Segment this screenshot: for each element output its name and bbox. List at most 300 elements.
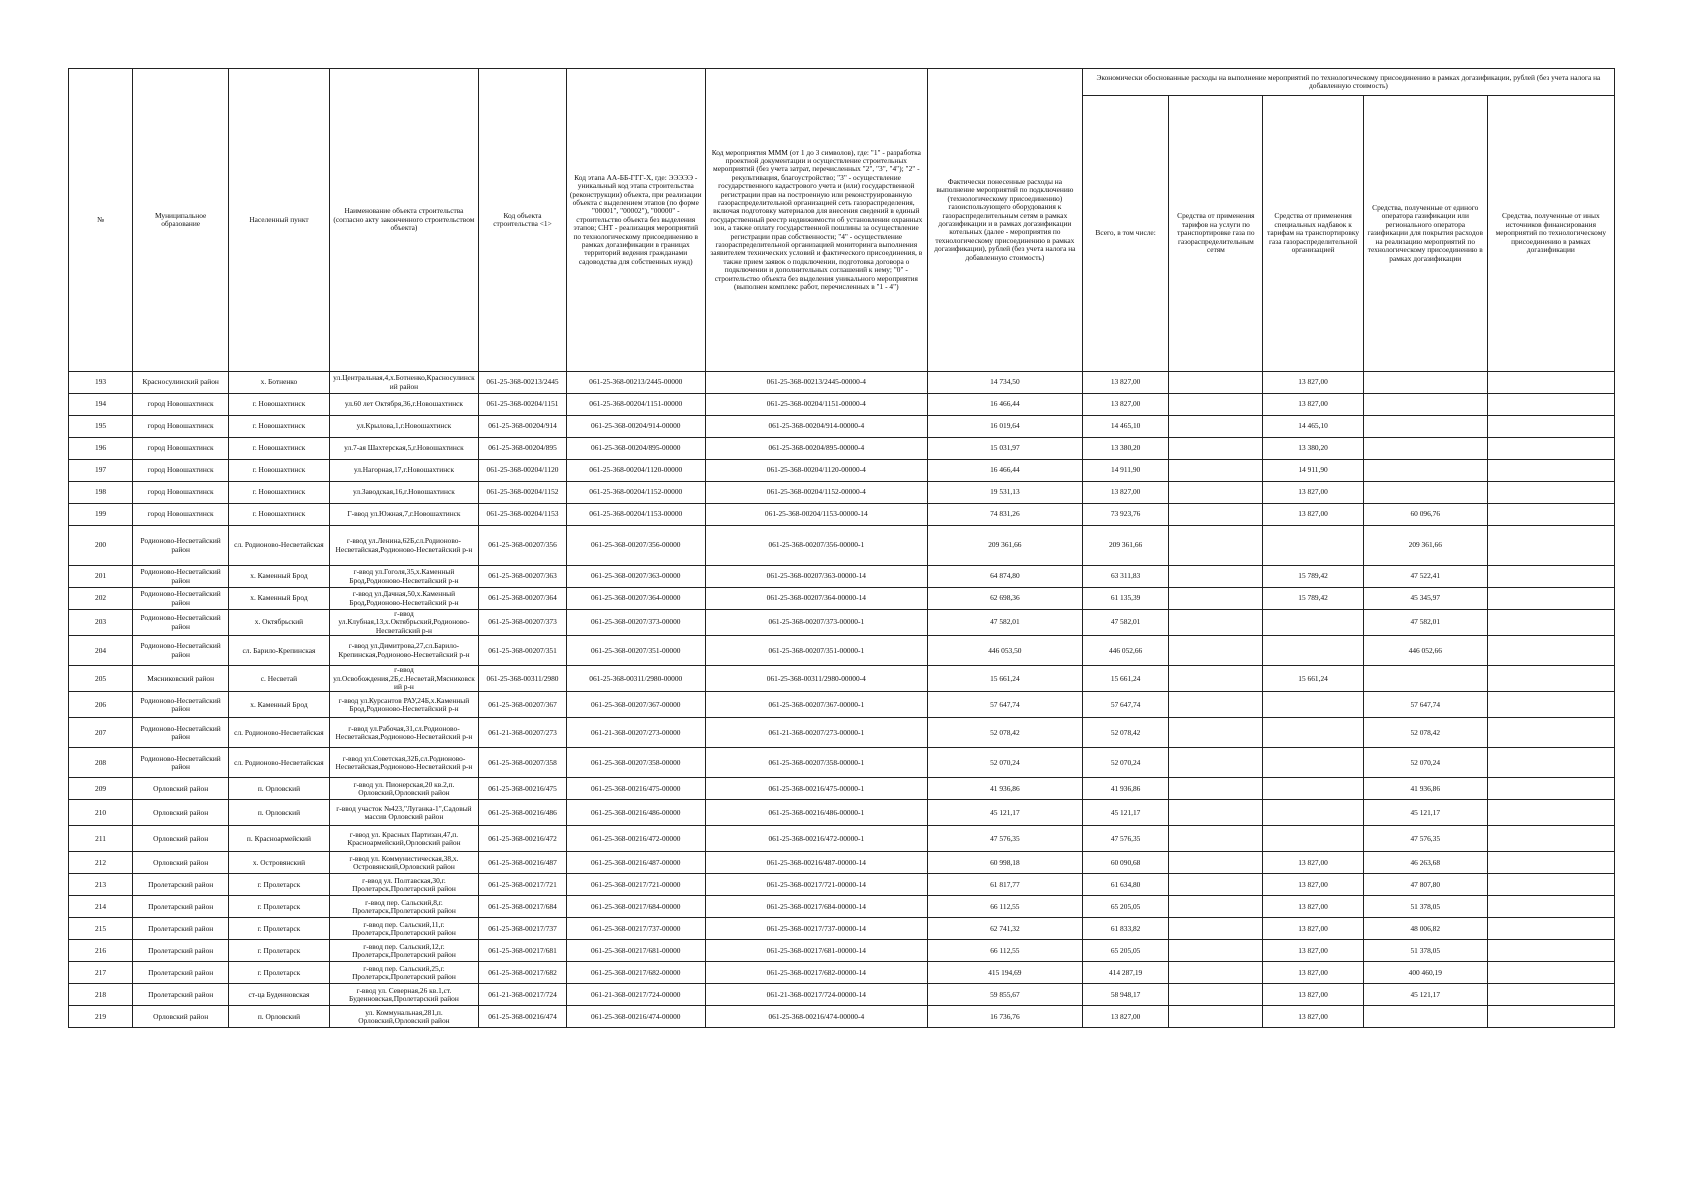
object-code-cell: 061-25-368-00204/895: [479, 438, 567, 460]
event-code-cell: 061-25-368-00207/351-00000-1: [705, 636, 927, 666]
object-name-cell: г-ввод ул.Освобождения,2Б,с.Несветай,Мясниковский р-н: [329, 666, 479, 692]
other-sources-cell: [1487, 526, 1614, 566]
settlement-cell: г. Пролетарск: [229, 918, 329, 940]
tariff-transport-cell: [1169, 394, 1263, 416]
stage-code-cell: 061-25-368-00204/1120-00000: [566, 460, 705, 482]
municipality-cell: Родионово-Несветайский район: [133, 692, 229, 718]
table-row: [69, 918, 1615, 940]
stage-code-cell: 061-25-368-00217/737-00000: [566, 918, 705, 940]
object-code-cell: 061-25-368-00216/486: [479, 800, 567, 826]
event-code-cell: 061-25-368-00311/2980-00000-4: [705, 666, 927, 692]
col-header-municipality: Муниципальное образование: [133, 69, 229, 372]
row-number-cell: 194: [69, 394, 133, 416]
single-operator-cell: [1363, 482, 1487, 504]
event-code-cell: 061-25-368-00217/682-00000-14: [705, 962, 927, 984]
row-number-cell: 217: [69, 962, 133, 984]
row-number-cell: 210: [69, 800, 133, 826]
object-code-cell: 061-21-368-00217/724: [479, 984, 567, 1006]
stage-code-cell: 061-25-368-00216/487-00000: [566, 852, 705, 874]
tariff-transport-cell: [1169, 984, 1263, 1006]
actual-costs-cell: 60 998,18: [927, 852, 1082, 874]
settlement-cell: г. Новошахтинск: [229, 504, 329, 526]
actual-costs-cell: 14 734,50: [927, 372, 1082, 394]
other-sources-cell: [1487, 610, 1614, 636]
municipality-cell: город Новошахтинск: [133, 438, 229, 460]
col-header-other-sources: Средства, полученные от иных источников финансирования мероприятий по технологическому присоединению в рамках догазификации: [1487, 96, 1614, 372]
object-name-cell: г-ввод ул.Курсантов РАУ,24Б,х.Каменный Брод,Родионово-Несветайский р-н: [329, 692, 479, 718]
single-operator-cell: 52 078,42: [1363, 718, 1487, 748]
single-operator-cell: [1363, 1006, 1487, 1028]
actual-costs-cell: 415 194,69: [927, 962, 1082, 984]
single-operator-cell: 51 378,05: [1363, 940, 1487, 962]
settlement-cell: х. Каменный Брод: [229, 566, 329, 588]
actual-costs-cell: 66 112,55: [927, 896, 1082, 918]
stage-code-cell: 061-25-368-00217/684-00000: [566, 896, 705, 918]
table-row: [69, 718, 1615, 748]
stage-code-cell: 061-25-368-00207/363-00000: [566, 566, 705, 588]
event-code-cell: 061-25-368-00204/1152-00000-4: [705, 482, 927, 504]
table-row: [69, 372, 1615, 394]
other-sources-cell: [1487, 460, 1614, 482]
event-code-cell: 061-25-368-00207/373-00000-1: [705, 610, 927, 636]
special-markups-cell: 13 827,00: [1263, 482, 1363, 504]
total-cell: 47 576,35: [1082, 826, 1169, 852]
total-cell: 45 121,17: [1082, 800, 1169, 826]
table-row: [69, 826, 1615, 852]
other-sources-cell: [1487, 372, 1614, 394]
total-cell: 414 287,19: [1082, 962, 1169, 984]
stage-code-cell: 061-21-368-00207/273-00000: [566, 718, 705, 748]
object-code-cell: 061-25-368-00216/475: [479, 778, 567, 800]
special-markups-cell: 14 911,90: [1263, 460, 1363, 482]
municipality-cell: Орловский район: [133, 1006, 229, 1028]
row-number-cell: 196: [69, 438, 133, 460]
municipality-cell: Родионово-Несветайский район: [133, 718, 229, 748]
event-code-cell: 061-25-368-00216/486-00000-1: [705, 800, 927, 826]
special-markups-cell: 15 789,42: [1263, 566, 1363, 588]
total-cell: 13 827,00: [1082, 394, 1169, 416]
total-cell: 209 361,66: [1082, 526, 1169, 566]
settlement-cell: г. Новошахтинск: [229, 482, 329, 504]
single-operator-cell: 57 647,74: [1363, 692, 1487, 718]
row-number-cell: 195: [69, 416, 133, 438]
event-code-cell: 061-25-368-00216/475-00000-1: [705, 778, 927, 800]
row-number-cell: 213: [69, 874, 133, 896]
single-operator-cell: 45 121,17: [1363, 800, 1487, 826]
settlement-cell: сл. Барило-Крепинская: [229, 636, 329, 666]
single-operator-cell: 446 052,66: [1363, 636, 1487, 666]
stage-code-cell: 061-25-368-00207/356-00000: [566, 526, 705, 566]
object-name-cell: г-ввод ул.Советская,32Б,сл.Родионово-Несветайская,Родионово-Несветайский р-н: [329, 748, 479, 778]
municipality-cell: Пролетарский район: [133, 874, 229, 896]
object-name-cell: г-ввод ул.Димитрова,27,сл.Барило-Крепинская,Родионово-Несветайский р-н: [329, 636, 479, 666]
actual-costs-cell: 52 078,42: [927, 718, 1082, 748]
special-markups-cell: 13 827,00: [1263, 504, 1363, 526]
col-header-tariff-transport: Средства от применения тарифов на услуги по транспортировке газа по газораспределительным сетям: [1169, 96, 1263, 372]
municipality-cell: Орловский район: [133, 778, 229, 800]
other-sources-cell: [1487, 692, 1614, 718]
special-markups-cell: [1263, 636, 1363, 666]
row-number-cell: 207: [69, 718, 133, 748]
object-name-cell: Г-ввод ул.Южная,7,г.Новошахтинск: [329, 504, 479, 526]
table-row: [69, 566, 1615, 588]
single-operator-cell: 400 460,19: [1363, 962, 1487, 984]
total-cell: 47 582,01: [1082, 610, 1169, 636]
event-code-cell: 061-25-368-00216/474-00000-4: [705, 1006, 927, 1028]
tariff-transport-cell: [1169, 748, 1263, 778]
actual-costs-cell: 16 019,64: [927, 416, 1082, 438]
settlement-cell: х. Октябрьский: [229, 610, 329, 636]
actual-costs-cell: 15 661,24: [927, 666, 1082, 692]
actual-costs-cell: 16 466,44: [927, 460, 1082, 482]
municipality-cell: Родионово-Несветайский район: [133, 748, 229, 778]
col-header-settlement: Населенный пункт: [229, 69, 329, 372]
event-code-cell: 061-25-368-00204/1153-00000-14: [705, 504, 927, 526]
single-operator-cell: [1363, 394, 1487, 416]
event-code-cell: 061-25-368-00217/721-00000-14: [705, 874, 927, 896]
municipality-cell: город Новошахтинск: [133, 460, 229, 482]
row-number-cell: 205: [69, 666, 133, 692]
object-name-cell: г-ввод пер. Сальский,12,г. Пролетарск,Пролетарский район: [329, 940, 479, 962]
stage-code-cell: 061-21-368-00217/724-00000: [566, 984, 705, 1006]
table-row: [69, 438, 1615, 460]
object-name-cell: ул.7-ая Шахтерская,5,г.Новошахтинск: [329, 438, 479, 460]
actual-costs-cell: 61 817,77: [927, 874, 1082, 896]
row-number-cell: 197: [69, 460, 133, 482]
total-cell: 61 634,80: [1082, 874, 1169, 896]
municipality-cell: Родионово-Несветайский район: [133, 526, 229, 566]
row-number-cell: 202: [69, 588, 133, 610]
table-row: [69, 962, 1615, 984]
stage-code-cell: 061-25-368-00311/2980-00000: [566, 666, 705, 692]
municipality-cell: Пролетарский район: [133, 940, 229, 962]
municipality-cell: Орловский район: [133, 852, 229, 874]
special-markups-cell: [1263, 610, 1363, 636]
object-name-cell: ул.Центральная,4,х.Ботненко,Красносулинский район: [329, 372, 479, 394]
object-code-cell: 061-25-368-00204/1152: [479, 482, 567, 504]
event-code-cell: 061-25-368-00204/895-00000-4: [705, 438, 927, 460]
total-cell: 446 052,66: [1082, 636, 1169, 666]
table-row: [69, 896, 1615, 918]
other-sources-cell: [1487, 438, 1614, 460]
table-row: [69, 588, 1615, 610]
table-row: [69, 984, 1615, 1006]
special-markups-cell: 13 827,00: [1263, 372, 1363, 394]
object-code-cell: 061-25-368-00213/2445: [479, 372, 567, 394]
other-sources-cell: [1487, 826, 1614, 852]
settlement-cell: х. Островянский: [229, 852, 329, 874]
tariff-transport-cell: [1169, 962, 1263, 984]
municipality-cell: Орловский район: [133, 800, 229, 826]
event-code-cell: 061-25-368-00213/2445-00000-4: [705, 372, 927, 394]
settlement-cell: г. Пролетарск: [229, 874, 329, 896]
stage-code-cell: 061-25-368-00204/895-00000: [566, 438, 705, 460]
special-markups-cell: [1263, 526, 1363, 566]
row-number-cell: 198: [69, 482, 133, 504]
tariff-transport-cell: [1169, 778, 1263, 800]
object-code-cell: 061-25-368-00217/682: [479, 962, 567, 984]
stage-code-cell: 061-25-368-00216/486-00000: [566, 800, 705, 826]
municipality-cell: Пролетарский район: [133, 984, 229, 1006]
total-cell: 61 833,82: [1082, 918, 1169, 940]
object-name-cell: г-ввод пер. Сальский,8,г. Пролетарск,Пролетарский район: [329, 896, 479, 918]
single-operator-cell: [1363, 416, 1487, 438]
total-cell: 60 090,68: [1082, 852, 1169, 874]
municipality-cell: Родионово-Несветайский район: [133, 610, 229, 636]
table-row: [69, 460, 1615, 482]
settlement-cell: г. Новошахтинск: [229, 438, 329, 460]
settlement-cell: г. Новошахтинск: [229, 460, 329, 482]
row-number-cell: 193: [69, 372, 133, 394]
special-markups-cell: 13 827,00: [1263, 984, 1363, 1006]
tariff-transport-cell: [1169, 372, 1263, 394]
col-header-total: Всего, в том числе:: [1082, 96, 1169, 372]
single-operator-cell: 47 807,80: [1363, 874, 1487, 896]
table-row: [69, 610, 1615, 636]
table-body: [69, 372, 1615, 1028]
total-cell: 57 647,74: [1082, 692, 1169, 718]
total-cell: 73 923,76: [1082, 504, 1169, 526]
tariff-transport-cell: [1169, 918, 1263, 940]
object-name-cell: г-ввод ул.Дачная,50,х.Каменный Брод,Родионово-Несветайский р-н: [329, 588, 479, 610]
object-name-cell: г-ввод ул. Пионерская,20 кв.2,п. Орловский,Орловский район: [329, 778, 479, 800]
settlement-cell: х. Ботненко: [229, 372, 329, 394]
object-code-cell: 061-25-368-00204/1120: [479, 460, 567, 482]
stage-code-cell: 061-25-368-00207/351-00000: [566, 636, 705, 666]
actual-costs-cell: 45 121,17: [927, 800, 1082, 826]
table-row: [69, 852, 1615, 874]
special-markups-cell: 13 827,00: [1263, 852, 1363, 874]
stage-code-cell: 061-25-368-00207/367-00000: [566, 692, 705, 718]
stage-code-cell: 061-25-368-00216/474-00000: [566, 1006, 705, 1028]
special-markups-cell: 13 827,00: [1263, 394, 1363, 416]
tariff-transport-cell: [1169, 826, 1263, 852]
total-cell: 63 311,83: [1082, 566, 1169, 588]
col-header-single-operator: Средства, полученные от единого оператора газификации или регионального оператора газификации для покрытия расходов на реализацию мероприятий по технологическому присоединению в рамках догазификации: [1363, 96, 1487, 372]
other-sources-cell: [1487, 416, 1614, 438]
special-markups-cell: 13 380,20: [1263, 438, 1363, 460]
total-cell: 13 827,00: [1082, 1006, 1169, 1028]
other-sources-cell: [1487, 1006, 1614, 1028]
other-sources-cell: [1487, 748, 1614, 778]
tariff-transport-cell: [1169, 852, 1263, 874]
total-cell: 13 380,20: [1082, 438, 1169, 460]
stage-code-cell: 061-25-368-00204/914-00000: [566, 416, 705, 438]
single-operator-cell: 45 345,97: [1363, 588, 1487, 610]
total-cell: 14 465,10: [1082, 416, 1169, 438]
row-number-cell: 211: [69, 826, 133, 852]
table-row: [69, 416, 1615, 438]
stage-code-cell: 061-25-368-00213/2445-00000: [566, 372, 705, 394]
total-cell: 65 205,05: [1082, 940, 1169, 962]
actual-costs-cell: 19 531,13: [927, 482, 1082, 504]
settlement-cell: г. Новошахтинск: [229, 394, 329, 416]
single-operator-cell: 48 006,82: [1363, 918, 1487, 940]
object-name-cell: г-ввод участок №423,"Луганка-1",Садовый массив Орловский район: [329, 800, 479, 826]
settlement-cell: г. Пролетарск: [229, 940, 329, 962]
costs-table: [68, 68, 1615, 1028]
special-markups-cell: [1263, 718, 1363, 748]
table-row: [69, 504, 1615, 526]
municipality-cell: Орловский район: [133, 826, 229, 852]
stage-code-cell: 061-25-368-00207/364-00000: [566, 588, 705, 610]
actual-costs-cell: 62 741,32: [927, 918, 1082, 940]
single-operator-cell: 51 378,05: [1363, 896, 1487, 918]
row-number-cell: 214: [69, 896, 133, 918]
tariff-transport-cell: [1169, 504, 1263, 526]
object-code-cell: 061-25-368-00217/684: [479, 896, 567, 918]
total-cell: 14 911,90: [1082, 460, 1169, 482]
single-operator-cell: 45 121,17: [1363, 984, 1487, 1006]
municipality-cell: город Новошахтинск: [133, 482, 229, 504]
settlement-cell: ст-ца Буденновская: [229, 984, 329, 1006]
object-code-cell: 061-25-368-00207/356: [479, 526, 567, 566]
object-name-cell: ул.Заводская,16,г.Новошахтинск: [329, 482, 479, 504]
actual-costs-cell: 57 647,74: [927, 692, 1082, 718]
row-number-cell: 203: [69, 610, 133, 636]
total-cell: 65 205,05: [1082, 896, 1169, 918]
special-markups-cell: 15 661,24: [1263, 666, 1363, 692]
tariff-transport-cell: [1169, 460, 1263, 482]
other-sources-cell: [1487, 718, 1614, 748]
single-operator-cell: [1363, 372, 1487, 394]
row-number-cell: 209: [69, 778, 133, 800]
special-markups-cell: 15 789,42: [1263, 588, 1363, 610]
municipality-cell: город Новошахтинск: [133, 416, 229, 438]
stage-code-cell: 061-25-368-00216/472-00000: [566, 826, 705, 852]
single-operator-cell: 60 096,76: [1363, 504, 1487, 526]
actual-costs-cell: 64 874,80: [927, 566, 1082, 588]
object-code-cell: 061-25-368-00217/681: [479, 940, 567, 962]
stage-code-cell: 061-25-368-00204/1152-00000: [566, 482, 705, 504]
single-operator-cell: 47 522,41: [1363, 566, 1487, 588]
municipality-cell: Красносулинский район: [133, 372, 229, 394]
special-markups-cell: 14 465,10: [1263, 416, 1363, 438]
event-code-cell: 061-25-368-00216/487-00000-14: [705, 852, 927, 874]
table-row: [69, 394, 1615, 416]
actual-costs-cell: 209 361,66: [927, 526, 1082, 566]
event-code-cell: 061-25-368-00204/914-00000-4: [705, 416, 927, 438]
total-cell: 13 827,00: [1082, 482, 1169, 504]
object-code-cell: 061-25-368-00204/914: [479, 416, 567, 438]
tariff-transport-cell: [1169, 666, 1263, 692]
tariff-transport-cell: [1169, 896, 1263, 918]
stage-code-cell: 061-25-368-00207/358-00000: [566, 748, 705, 778]
total-cell: 52 070,24: [1082, 748, 1169, 778]
other-sources-cell: [1487, 962, 1614, 984]
actual-costs-cell: 47 576,35: [927, 826, 1082, 852]
row-number-cell: 218: [69, 984, 133, 1006]
col-header-actual-costs: Фактически понесенные расходы на выполнение мероприятий по подключению (технологическому присоединению) газоиспользующего оборудования к газораспределительным сетям в рамках догазификации и в рамках догазификации котельных (далее - мероприятия по технологическому присоединению в рамках догазификации), рублей (без учета налога на добавленную стоимость): [927, 69, 1082, 372]
municipality-cell: город Новошахтинск: [133, 504, 229, 526]
settlement-cell: г. Новошахтинск: [229, 416, 329, 438]
object-code-cell: 061-25-368-00207/373: [479, 610, 567, 636]
tariff-transport-cell: [1169, 940, 1263, 962]
other-sources-cell: [1487, 636, 1614, 666]
other-sources-cell: [1487, 482, 1614, 504]
special-markups-cell: 13 827,00: [1263, 918, 1363, 940]
other-sources-cell: [1487, 666, 1614, 692]
actual-costs-cell: 52 070,24: [927, 748, 1082, 778]
other-sources-cell: [1487, 566, 1614, 588]
object-name-cell: ул. Коммунальная,281,п. Орловский,Орловский район: [329, 1006, 479, 1028]
event-code-cell: 061-25-368-00217/737-00000-14: [705, 918, 927, 940]
row-number-cell: 212: [69, 852, 133, 874]
special-markups-cell: 13 827,00: [1263, 1006, 1363, 1028]
object-code-cell: 061-25-368-00217/721: [479, 874, 567, 896]
row-number-cell: 219: [69, 1006, 133, 1028]
tariff-transport-cell: [1169, 800, 1263, 826]
object-code-cell: 061-25-368-00207/367: [479, 692, 567, 718]
object-name-cell: г-ввод ул.Рабочая,31,сл.Родионово-Несветайская,Родионово-Несветайский р-н: [329, 718, 479, 748]
actual-costs-cell: 446 053,50: [927, 636, 1082, 666]
object-name-cell: г-ввод ул. Северная,26 кв.1,ст. Буденновская,Пролетарский район: [329, 984, 479, 1006]
settlement-cell: сл. Родионово-Несветайская: [229, 526, 329, 566]
object-code-cell: 061-25-368-00207/364: [479, 588, 567, 610]
tariff-transport-cell: [1169, 1006, 1263, 1028]
settlement-cell: с. Несветай: [229, 666, 329, 692]
event-code-cell: 061-25-368-00216/472-00000-1: [705, 826, 927, 852]
settlement-cell: г. Пролетарск: [229, 962, 329, 984]
table-row: [69, 778, 1615, 800]
special-markups-cell: 13 827,00: [1263, 940, 1363, 962]
settlement-cell: х. Каменный Брод: [229, 588, 329, 610]
actual-costs-cell: 47 582,01: [927, 610, 1082, 636]
single-operator-cell: [1363, 666, 1487, 692]
row-number-cell: 201: [69, 566, 133, 588]
object-name-cell: ул.60 лет Октября,36,г.Новошахтинск: [329, 394, 479, 416]
event-code-cell: 061-25-368-00217/684-00000-14: [705, 896, 927, 918]
settlement-cell: п. Красноармейский: [229, 826, 329, 852]
municipality-cell: Мясниковский район: [133, 666, 229, 692]
tariff-transport-cell: [1169, 610, 1263, 636]
settlement-cell: г. Пролетарск: [229, 896, 329, 918]
tariff-transport-cell: [1169, 526, 1263, 566]
single-operator-cell: 52 070,24: [1363, 748, 1487, 778]
total-cell: 13 827,00: [1082, 372, 1169, 394]
object-name-cell: г-ввод ул. Полтавская,30,г. Пролетарск,Пролетарский район: [329, 874, 479, 896]
tariff-transport-cell: [1169, 416, 1263, 438]
table-row: [69, 482, 1615, 504]
special-markups-cell: [1263, 748, 1363, 778]
actual-costs-cell: 16 736,76: [927, 1006, 1082, 1028]
object-name-cell: г-ввод ул.Гоголя,35,х.Каменный Брод,Родионово-Несветайский р-н: [329, 566, 479, 588]
object-code-cell: 061-21-368-00207/273: [479, 718, 567, 748]
stage-code-cell: 061-25-368-00216/475-00000: [566, 778, 705, 800]
other-sources-cell: [1487, 588, 1614, 610]
table-row: [69, 748, 1615, 778]
event-code-cell: 061-25-368-00207/356-00000-1: [705, 526, 927, 566]
object-code-cell: 061-25-368-00207/351: [479, 636, 567, 666]
col-header-special-markups: Средства от применения специальных надбавок к тарифам на транспортировку газа газораспределительной организацией: [1263, 96, 1363, 372]
other-sources-cell: [1487, 874, 1614, 896]
object-name-cell: г-ввод ул.Ленина,62Б,сл.Родионово-Несветайская,Родионово-Несветайский р-н: [329, 526, 479, 566]
row-number-cell: 206: [69, 692, 133, 718]
table-row: [69, 666, 1615, 692]
table-row: [69, 1006, 1615, 1028]
single-operator-cell: [1363, 438, 1487, 460]
other-sources-cell: [1487, 778, 1614, 800]
special-markups-cell: [1263, 778, 1363, 800]
other-sources-cell: [1487, 800, 1614, 826]
total-cell: 41 936,86: [1082, 778, 1169, 800]
col-header-event-code: Код мероприятия МММ (от 1 до 3 символов), где: "1" - разработка проектной документации и осуществление строительных мероприятий (без учета затрат, перечисленных "2", "3", "4"); "2" - рекультивация, благоустройство; "3" - осуществление государственного кадастрового учета и (или) государственной регистрации прав на построенную или реконструированную газораспределительной организацией сеть газораспределения, включая подготовку материалов для внесения сведений в единый государственный реестр недвижимости об установлении охранных зон, а также оплату государственной пошлины за осуществление регистрации прав собственности; "4" - осуществление газораспределительной организацией мониторинга выполнения заявителем технических условий и фактического присоединения, в также прием заявок о подключении, подготовка договора о подключении и дополнительных соглашений к нему; "0" - строительство объекта без выделения уникального мероприятия (выполнен комплекс работ, перечисленных в "1 - 4"): [705, 69, 927, 372]
object-name-cell: г-ввод ул. Коммунистическая,38,х. Островянский,Орловский район: [329, 852, 479, 874]
municipality-cell: Пролетарский район: [133, 918, 229, 940]
stage-code-cell: 061-25-368-00217/721-00000: [566, 874, 705, 896]
municipality-cell: Пролетарский район: [133, 962, 229, 984]
table-row: [69, 636, 1615, 666]
